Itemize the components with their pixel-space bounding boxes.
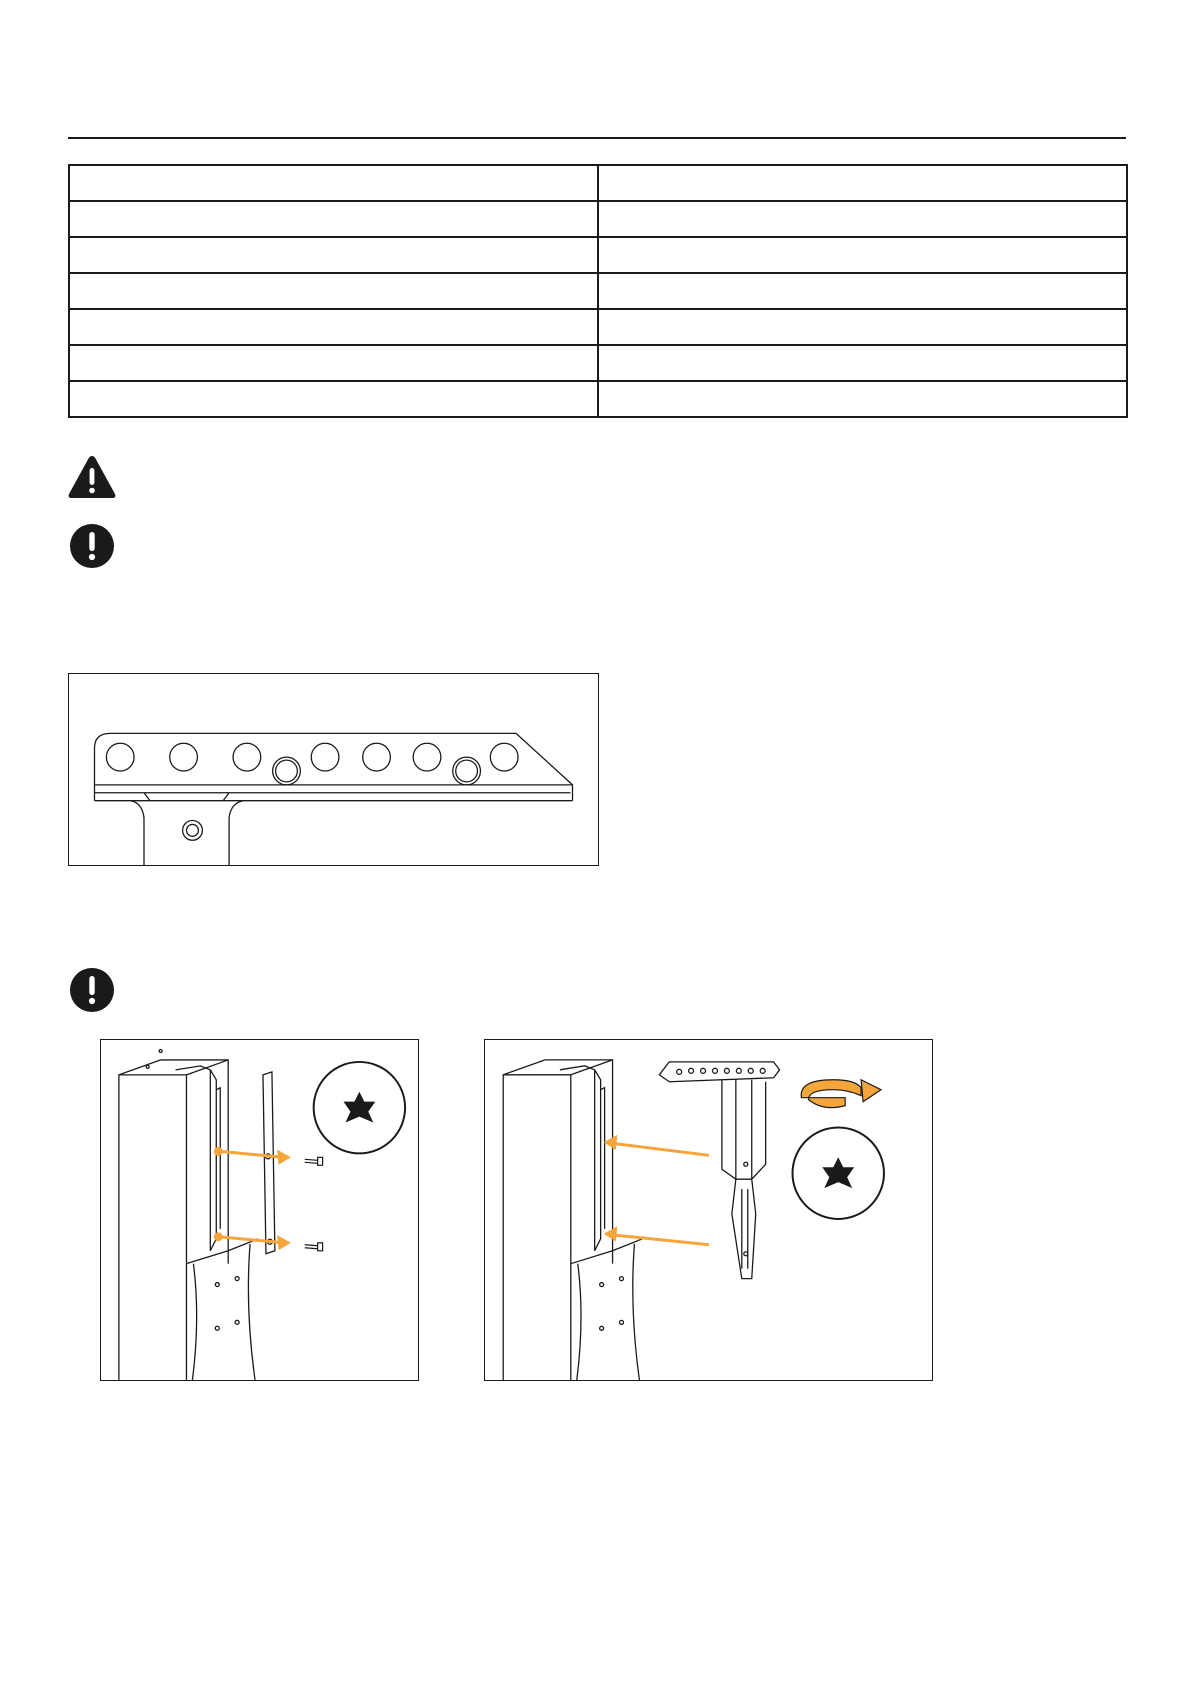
figure-plate-mounting [100, 1039, 419, 1381]
table-cell [598, 381, 1127, 417]
table-cell [598, 201, 1127, 237]
table-row [69, 345, 1127, 381]
table-cell [598, 273, 1127, 309]
table-row [69, 309, 1127, 345]
figure-bracket-detail [68, 673, 599, 866]
table-cell [69, 201, 598, 237]
figure-bracket-mounting [484, 1039, 933, 1381]
header-rule [68, 137, 1126, 139]
warning-triangle-icon [67, 454, 117, 500]
table-row [69, 273, 1127, 309]
table-cell [69, 345, 598, 381]
rotate-arrow-icon [801, 1080, 881, 1108]
spec-table [68, 164, 1128, 418]
plate-mounting-drawing [101, 1040, 418, 1380]
table-row [69, 381, 1127, 417]
table-cell [69, 165, 598, 201]
bracket-mounting-drawing [485, 1040, 932, 1380]
exclamation-circle-icon [69, 967, 115, 1013]
table-cell [598, 345, 1127, 381]
exclamation-circle-icon [69, 523, 115, 569]
table-row [69, 201, 1127, 237]
table-cell [69, 273, 598, 309]
bracket-drawing [69, 674, 598, 865]
table-cell [598, 237, 1127, 273]
table-cell [69, 237, 598, 273]
table-cell [598, 309, 1127, 345]
table-cell [69, 381, 598, 417]
table-cell [598, 165, 1127, 201]
table-row [69, 165, 1127, 201]
table-row [69, 237, 1127, 273]
table-cell [69, 309, 598, 345]
